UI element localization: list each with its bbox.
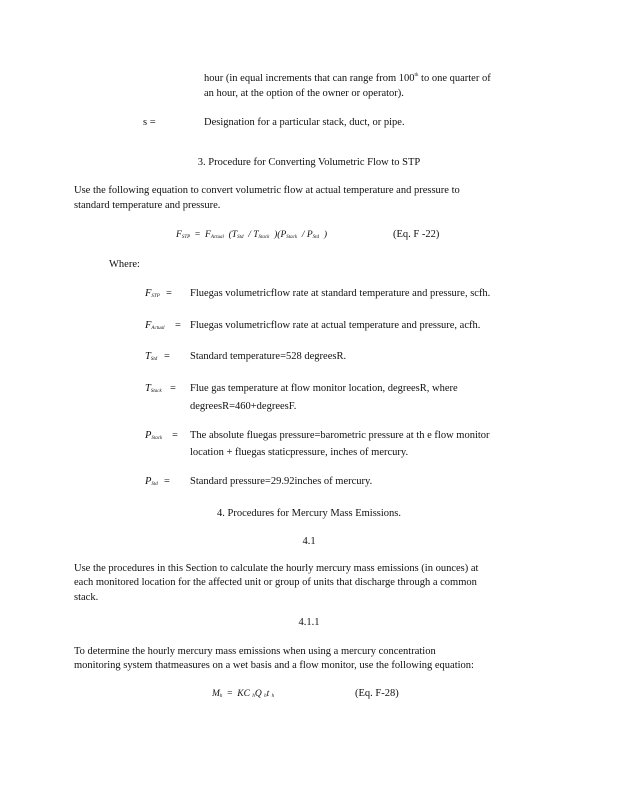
def-symbol-factual: $F_{Actual}$ bbox=[145, 320, 165, 331]
def-symbol-pstack: $P_{Stack}$ bbox=[145, 430, 163, 441]
equation-number-f22: (Eq. F -22) bbox=[393, 229, 440, 240]
section4-para2-line1: To determine the hourly mercury mass emissions when using a mercury concentration bbox=[74, 646, 436, 657]
def-text-pstd: Standard pressure=29.92inches of mercury. bbox=[190, 476, 373, 487]
section3-para-line2: standard temperature and pressure. bbox=[74, 200, 221, 211]
def-symbol-tstd: $T_{Std}$ bbox=[145, 351, 158, 362]
equation-f22: $F_{STP} = F_{Actual}$ ($T_{Std} / T_{Stack}$ )($P_{Stack} / P_{Std}$ ) bbox=[176, 230, 327, 240]
equation-f28: $M_h$ = KC $_h$Q $_h$t $_h$ bbox=[212, 689, 275, 699]
section4-para1-line3: stack. bbox=[74, 592, 99, 603]
def-text-tstack-line1: Flue gas temperature at flow monitor location, degreesR, where bbox=[190, 383, 458, 394]
def-equals: = bbox=[172, 430, 178, 441]
def-equals: = bbox=[164, 351, 170, 362]
def-equals: = bbox=[170, 383, 176, 394]
section3-para-line1: Use the following equation to convert volumetric flow at actual temperature and pressure to bbox=[74, 185, 460, 196]
s-label: s = bbox=[143, 117, 156, 128]
def-equals: = bbox=[164, 476, 170, 487]
s-definition: Designation for a particular stack, duct, or pipe. bbox=[204, 117, 405, 128]
def-equals: = bbox=[175, 320, 181, 331]
section4-para2-line2: monitoring system thatmeasures on a wet basis and a flow monitor, use the following equation: bbox=[74, 660, 474, 671]
def-text-pstack-line2: location + fluegas staticpressure, inches of mercury. bbox=[190, 447, 409, 458]
def-symbol-tstack: $T_{Stack}$ bbox=[145, 383, 162, 394]
section4-para1-line2: each monitored location for the affected unit or group of units that discharge through a common bbox=[74, 577, 477, 588]
equation-number-f28: (Eq. F-28) bbox=[355, 688, 399, 699]
intro-line2: an hour, at the option of the owner or operator). bbox=[204, 88, 404, 99]
def-symbol-pstd: $P_{Std}$ bbox=[145, 476, 158, 487]
section4-para1-line1: Use the procedures in this Section to calculate the hourly mercury mass emissions (in ounces) at bbox=[74, 563, 479, 574]
def-text-pstack-line1: The absolute fluegas pressure=barometric pressure at th e flow monitor bbox=[190, 430, 490, 441]
def-symbol-fstp: $F_{STP}$ bbox=[145, 288, 160, 299]
def-text-tstd: Standard temperature=528 degreesR. bbox=[190, 351, 347, 362]
subsection-4-1: 4.1 bbox=[302, 536, 316, 547]
section4-heading: 4. Procedures for Mercury Mass Emissions. bbox=[216, 508, 401, 519]
def-text-factual: Fluegas volumetricflow rate at actual temperature and pressure, acfh. bbox=[190, 320, 481, 331]
intro-line1: hour (in equal increments that can range from 100th to one quarter of bbox=[204, 73, 491, 84]
subsection-4-1-1: 4.1.1 bbox=[298, 617, 320, 628]
def-text-fstp: Fluegas volumetricflow rate at standard temperature and pressure, scfh. bbox=[190, 288, 491, 299]
where-label: Where: bbox=[109, 259, 140, 270]
section3-heading: 3. Procedure for Converting Volumetric Flow to STP bbox=[197, 157, 421, 168]
def-equals: = bbox=[166, 288, 172, 299]
def-text-tstack-line2: degreesR=460+degreesF. bbox=[190, 401, 297, 412]
